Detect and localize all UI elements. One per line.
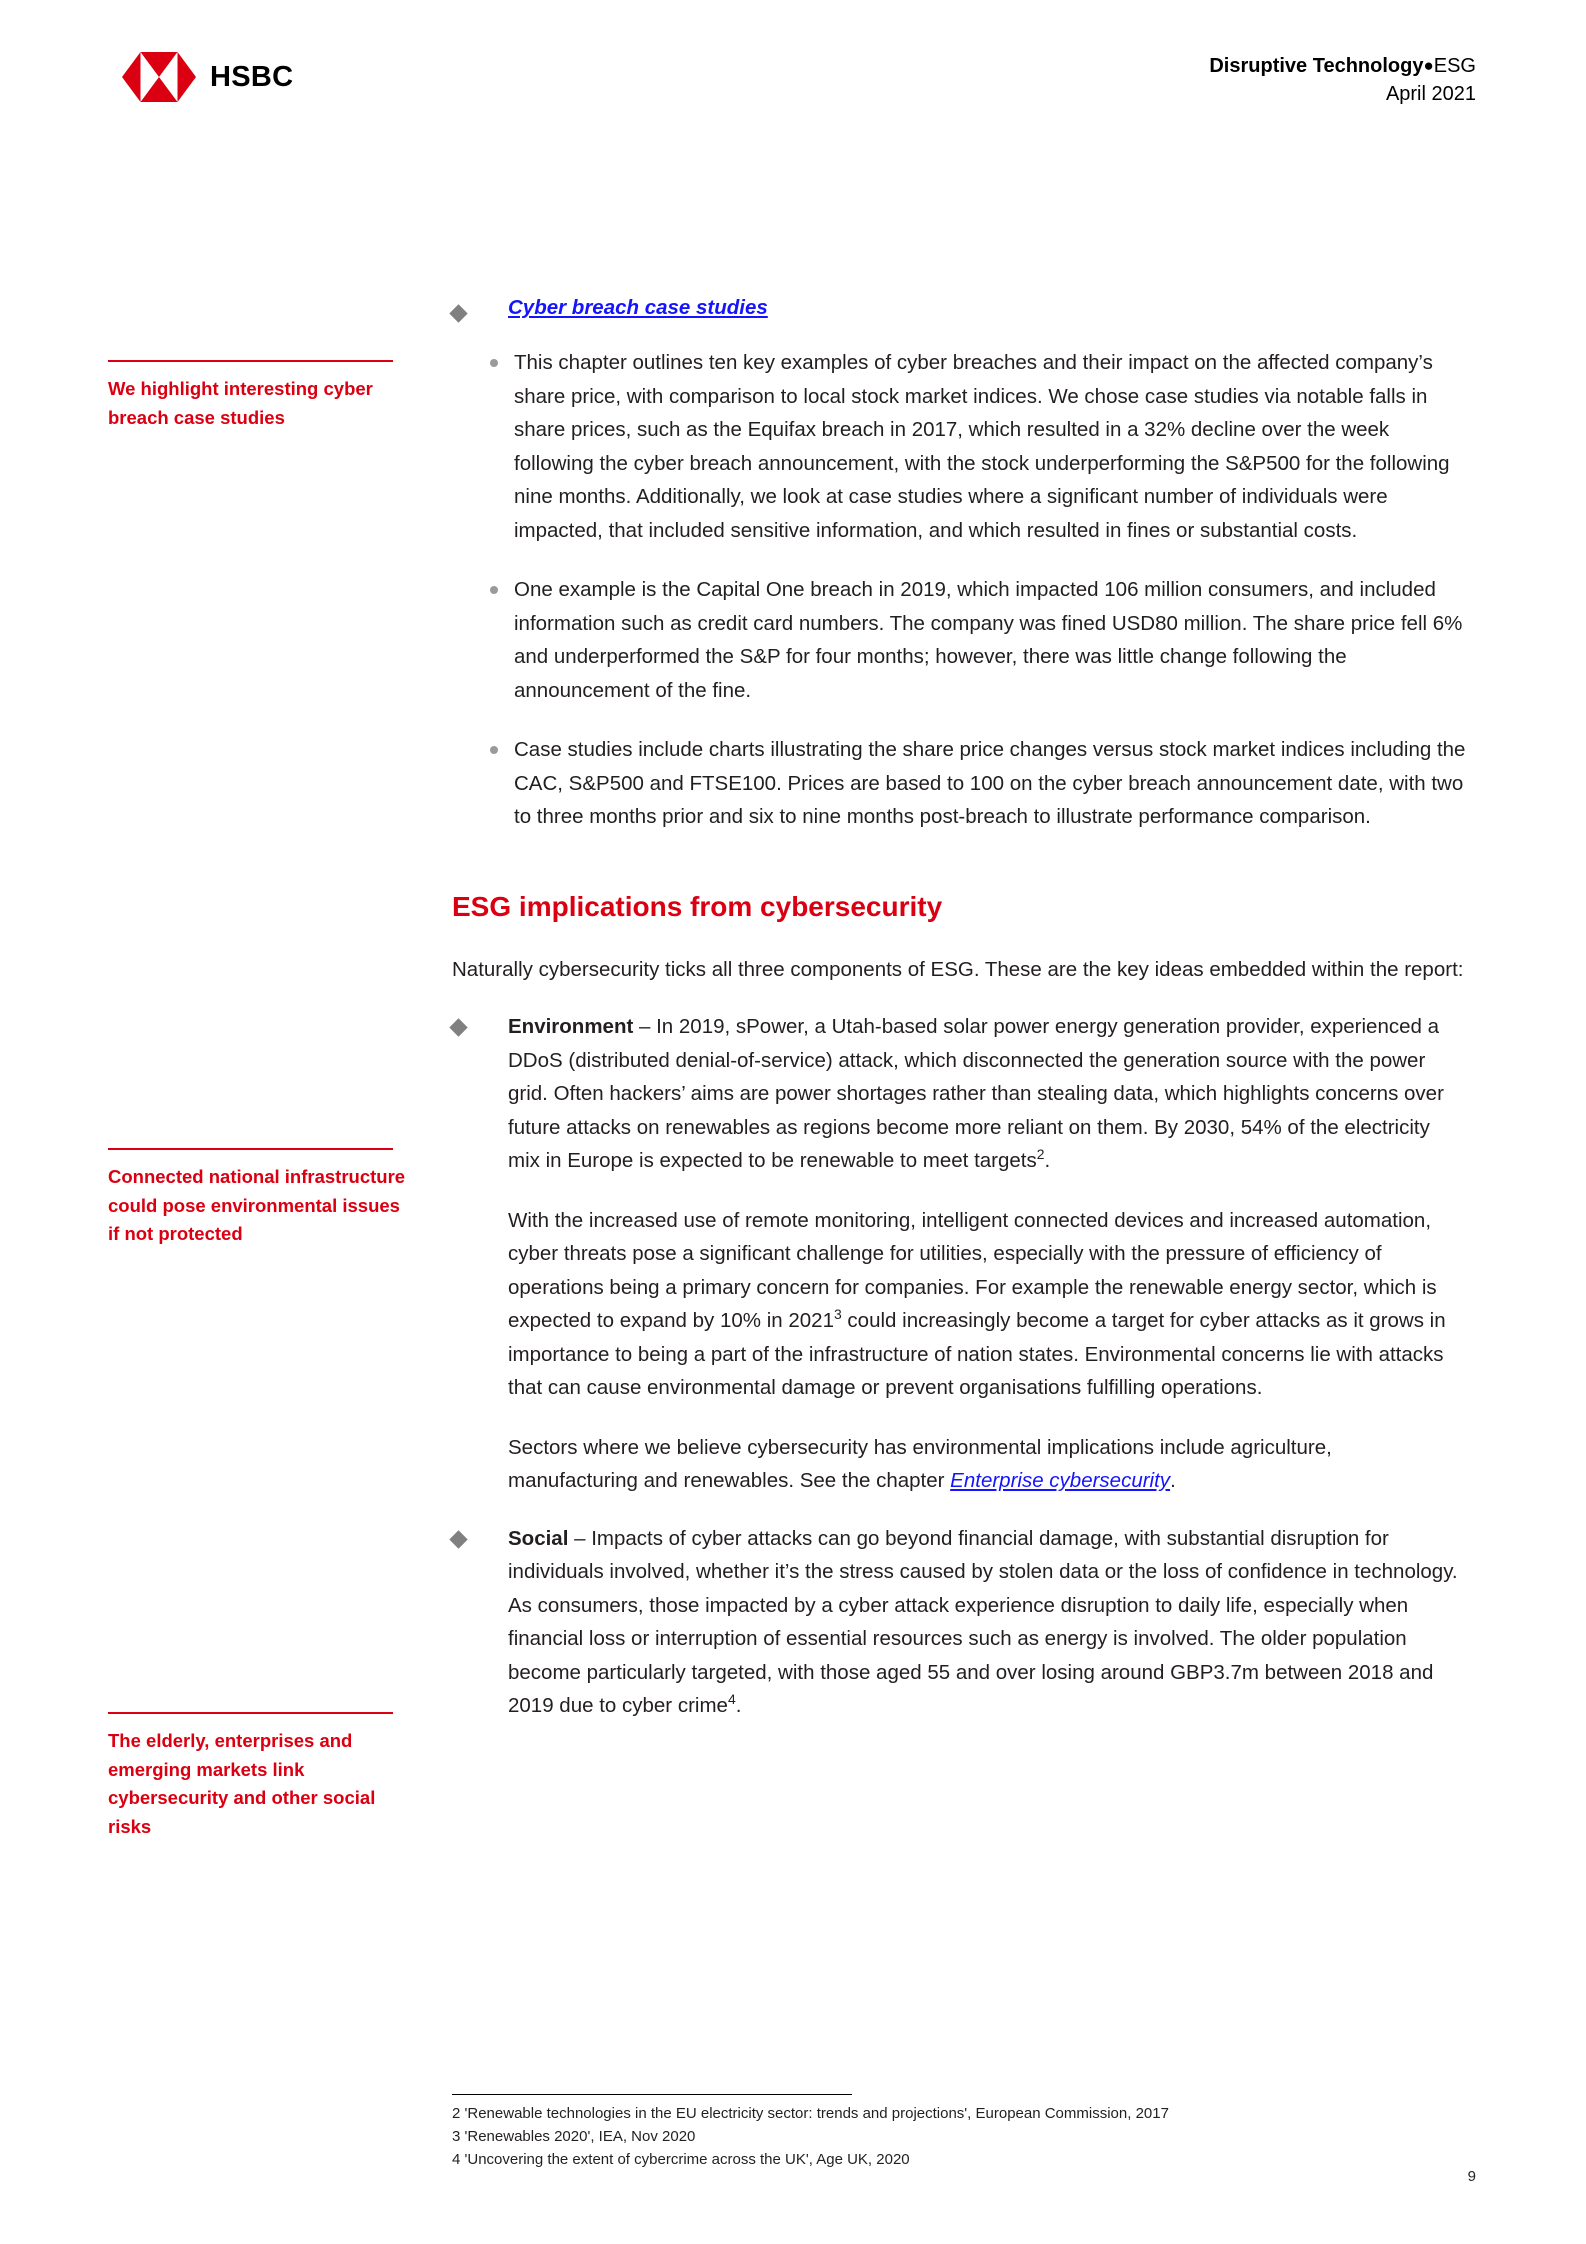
- hsbc-wordmark: HSBC: [210, 60, 294, 93]
- environment-body: In 2019, sPower, a Utah-based solar power energy generation provider, experienced a DDoS (distributed denial-of-service) attack, which disconnected the generation source with the power grid. Often hackers’ aims are power shortages rather than stealing data, which highlights concerns over future attacks on renewables as regions become more reliant on them. By 2030, 54% of the electricity mix in Europe is expected to be renewable to meet targets: [508, 1015, 1444, 1172]
- footnotes-block: [452, 2094, 1452, 2171]
- margin-note-3: [108, 1712, 408, 1841]
- social-label: Social: [508, 1526, 569, 1550]
- footnote-item: 4 'Uncovering the extent of cybercrime across the UK', Age UK, 2020: [452, 2151, 910, 2168]
- environment-body-end: .: [1044, 1149, 1051, 1172]
- list-item: [452, 573, 1467, 707]
- environment-paragraph-3: [452, 1431, 1467, 1498]
- hsbc-hexagon-icon: [122, 52, 196, 102]
- social-bullet: [452, 1522, 1467, 1723]
- page-number: 9: [1467, 2168, 1476, 2185]
- main-content: [452, 296, 1467, 1723]
- environment-para3-end: .: [1170, 1469, 1176, 1492]
- list-item-text: Case studies include charts illustrating the share price changes versus stock market indices including the CAC, S&P500 and FTSE100. Prices are based to 100 on the cyber breach announcement date, with two to three months prior and six to nine months post-breach to illustrate performance comparison.: [514, 738, 1466, 828]
- section-heading: ESG implications from cybersecurity: [452, 890, 943, 922]
- margin-note-text: The elderly, enterprises and emerging markets link cybersecurity and other social risks: [108, 1730, 376, 1837]
- margin-note-1: [108, 360, 408, 432]
- section-intro-paragraph: Naturally cybersecurity ticks all three components of ESG. These are the key ideas embedded within the report:: [452, 957, 1464, 981]
- diamond-bullet-icon: [449, 1018, 467, 1036]
- footnote-item: 2 'Renewable technologies in the EU electricity sector: trends and projections', European Commission, 2017: [452, 2105, 1169, 2122]
- header-title-suffix: ESG: [1433, 55, 1476, 77]
- environment-para2-body: With the increased use of remote monitoring, intelligent connected devices and increased automation, cyber threats pose a significant challenge for utilities, especially with the pressure of efficiency of operations being a primary concern for companies. For example the renewable energy sector, which is expected to expand by 10% in 2021: [508, 1208, 1437, 1332]
- round-bullet-icon: [490, 746, 498, 754]
- social-body: Impacts of cyber attacks can go beyond financial damage, with substantial disruption for individuals involved, whether it’s the stress caused by stolen data or the loss of confidence in technology. As consumers, those impacted by a cyber attack experience disruption to daily life, especially when financial loss or interruption of essential resources such as energy is involved. The older population become particularly targeted, with those aged 55 and over losing around GBP3.7m between 2018 and 2019 due to cyber crime: [508, 1526, 1458, 1717]
- footnote-ref-4[interactable]: 4: [727, 1691, 736, 1708]
- diamond-bullet-icon: [449, 304, 467, 322]
- margin-note-text: We highlight interesting cyber breach case studies: [108, 378, 373, 428]
- footnote-ref-2[interactable]: 2: [1036, 1146, 1045, 1163]
- environment-dash: –: [633, 1015, 657, 1038]
- environment-label: Environment: [508, 1015, 634, 1038]
- margin-note-text: Connected national infrastructure could pose environmental issues if not protected: [108, 1166, 406, 1244]
- environment-paragraph-2: [452, 1204, 1467, 1405]
- margin-note-2: [108, 1148, 408, 1249]
- diamond-bullet-icon: [449, 1530, 467, 1548]
- header-title-main: Disruptive Technology: [1209, 55, 1424, 77]
- hsbc-logo: [122, 52, 293, 102]
- round-bullet-icon: [490, 586, 498, 594]
- header-title-block: [1209, 52, 1476, 108]
- list-item: [452, 346, 1467, 547]
- chapter-bullet: [452, 296, 1467, 320]
- list-item-text: This chapter outlines ten key examples of cyber breaches and their impact on the affected company’s share price, with comparison to local stock market indices. We chose case studies via notable falls in share prices, such as the Equifax breach in 2017, which resulted in a 32% decline over the week following the cyber breach announcement, with the stock underperforming the S&P500 for the following nine months. Additionally, we look at case studies where a significant number of individuals were impacted, that included sensitive information, and which resulted in fines or substantial costs.: [514, 351, 1450, 542]
- footnote-ref-3[interactable]: 3: [833, 1306, 842, 1323]
- footnote-separator: [452, 2094, 852, 2095]
- social-dash: –: [568, 1526, 592, 1550]
- header-bullet-icon: ●: [1423, 56, 1434, 75]
- margin-note-rule: [108, 360, 393, 362]
- footnote-item: 3 'Renewables 2020', IEA, Nov 2020: [452, 2128, 696, 2145]
- header-date: April 2021: [1385, 83, 1476, 105]
- list-item-text: One example is the Capital One breach in 2019, which impacted 106 million consumers, and included information such as credit card numbers. The company was fined USD80 million. The share price fell 6% and underperformed the S&P for four months; however, there was little change following the announcement of the fine.: [514, 578, 1463, 702]
- page-header: [0, 52, 1586, 122]
- margin-note-rule: [108, 1712, 393, 1714]
- header-title: [1209, 52, 1476, 80]
- chapter-link-enterprise-cybersecurity[interactable]: Enterprise cybersecurity: [950, 1469, 1171, 1492]
- environment-para3-body: Sectors where we believe cybersecurity has environmental implications include agriculture, manufacturing and renewables. See the chapter: [508, 1435, 1332, 1492]
- social-body-end: .: [735, 1694, 742, 1717]
- list-item: [452, 733, 1467, 834]
- margin-note-rule: [108, 1148, 393, 1150]
- environment-bullet: [452, 1010, 1467, 1178]
- chapter-link-cyber-breach-case-studies[interactable]: Cyber breach case studies: [508, 296, 768, 319]
- environment-para2-body-end: could increasingly become a target for cyber attacks as it grows in importance to being a part of the infrastructure of nation states. Environmental concerns lie with attacks that can cause environmental damage or prevent organisations fulfilling operations.: [508, 1309, 1446, 1399]
- round-bullet-icon: [490, 359, 498, 367]
